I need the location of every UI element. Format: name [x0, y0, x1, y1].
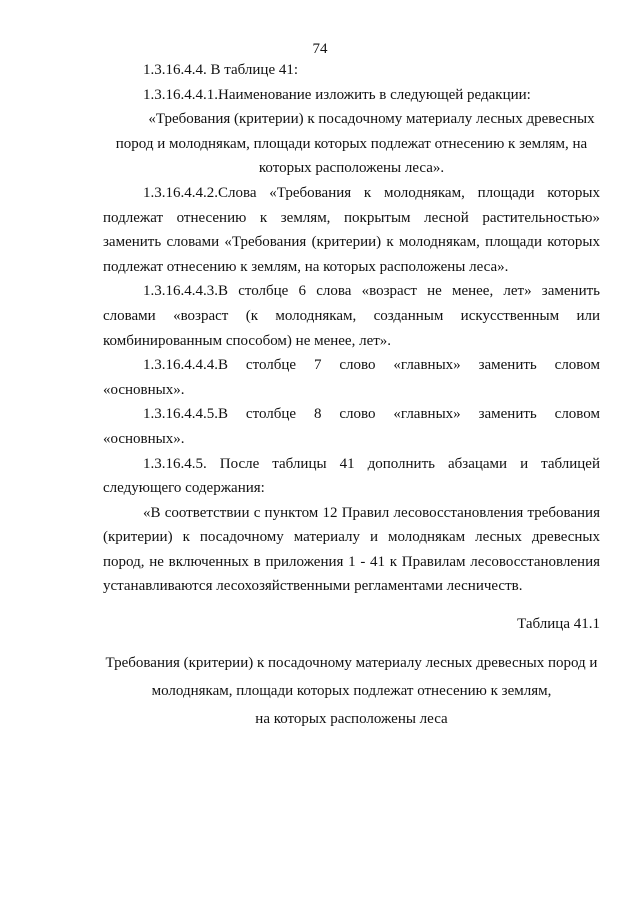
table-label: Таблица 41.1 — [517, 616, 600, 633]
document-body — [103, 58, 600, 733]
paragraph-1-3-16-4-4-4: 1.3.16.4.4.4.В столбце 7 слово «главных» заменить словом «основных». — [103, 357, 600, 398]
paragraph-1-3-16-4-4-1: 1.3.16.4.4.1.Наименование изложить в следующей редакции: — [143, 86, 531, 103]
table-title-line-3: на которых расположены леса — [255, 710, 448, 727]
paragraph-1-3-16-4-4-5: 1.3.16.4.4.5.В столбце 8 слово «главных» заменить словом «основных». — [103, 406, 600, 447]
paragraph-rules-quote: «В соответствии с пунктом 12 Правил лесовосстановления требования (критерии) к посадочному материалу и молоднякам лесных древесных пород, не включенных в приложения 1 - 41 к Правилам лесовосстановления устанавливаются лесохозяйственными регламентами лесничеств. — [103, 504, 600, 595]
paragraph-1-3-16-4-4-2: 1.3.16.4.4.2.Слова «Требования к молоднякам, площади которых подлежат отнесению к землям, покрытым лесной растительностью» заменить словами «Требования (критерии) к молоднякам, площади которых подлежат отнесению к землям, на которых расположены леса». — [103, 184, 600, 275]
table-title-line-1: Требования (критерии) к посадочному материалу лесных древесных пород и — [105, 654, 598, 671]
table-title — [103, 649, 600, 733]
paragraph-1-3-16-4-4: 1.3.16.4.4. В таблице 41: — [143, 62, 299, 78]
paragraph-1-3-16-4-5: 1.3.16.4.5. После таблицы 41 дополнить абзацами и таблицей следующего содержания: — [103, 455, 600, 497]
table-title-line-2: молоднякам, площади которых подлежат отнесению к землям, — [151, 682, 552, 699]
paragraph-1-3-16-4-4-3: 1.3.16.4.4.3.В столбце 6 слова «возраст не менее, лет» заменить словами «возраст (к молоднякам, созданным искусственным или комбинированным способом) не менее, лет». — [103, 283, 600, 349]
page-number: 74 — [312, 41, 328, 57]
paragraph-new-title-quote: «Требования (критерии) к посадочному материалу лесных древесных пород и молоднякам, площади которых подлежат отнесению к землям, на которых расположены леса». — [115, 111, 595, 177]
